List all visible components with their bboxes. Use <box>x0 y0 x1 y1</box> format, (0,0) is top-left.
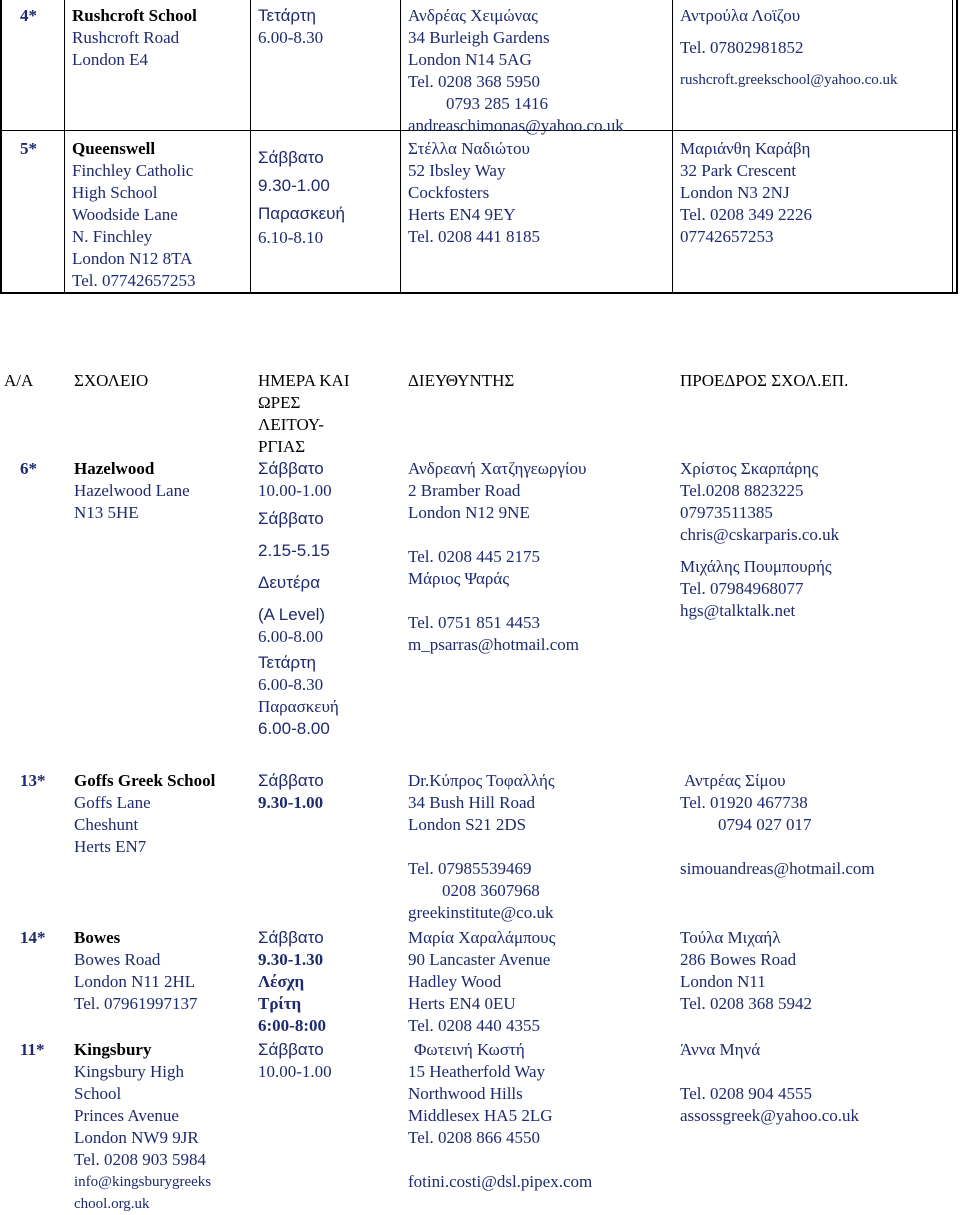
day-label: Δευτέρα <box>258 573 321 592</box>
row-number: 13* <box>20 771 46 790</box>
president-email[interactable]: simouandreas@hotmail.com <box>680 859 875 878</box>
president-line: Χρίστος Σκαρπάρης <box>680 459 819 478</box>
address-line: London N11 2HL <box>74 972 196 991</box>
president-line: 286 Bowes Road <box>680 950 797 969</box>
hours-cell <box>258 927 326 1037</box>
school-name: Bowes <box>74 928 121 947</box>
director-line: London S21 2DS <box>408 815 527 834</box>
header-days <box>258 370 350 458</box>
president-line: 32 Park Crescent <box>680 161 797 180</box>
school-cell <box>74 458 190 524</box>
president-line: Αντρούλα Λοϊζου <box>680 6 801 25</box>
school-name-line: Finchley Catholic <box>72 161 194 180</box>
spacer <box>680 59 898 69</box>
president-cell <box>680 458 839 622</box>
hours-value: 9.30-1.00 <box>258 793 324 812</box>
director-email[interactable]: m_psarras@hotmail.com <box>408 635 579 654</box>
col-divider <box>672 0 673 292</box>
hours-value: 6.00-8.30 <box>258 675 324 694</box>
president-email[interactable]: hgs@talktalk.net <box>680 601 796 620</box>
hours-value: 6.00-8.00 <box>258 719 330 738</box>
director-line: Ανδρέας Χειμώνας <box>408 6 538 25</box>
header-line: ΩΡΕΣ <box>258 393 301 412</box>
address-line: Goffs Lane <box>74 793 151 812</box>
hours-value: 2.15-5.15 <box>258 541 330 560</box>
address-line: London N12 8TA <box>72 249 193 268</box>
hours-value: 9.30-1.00 <box>258 176 330 195</box>
col-divider <box>400 0 401 292</box>
header-line: ΛΕΙΤΟΥ- <box>258 415 324 434</box>
director-cell <box>408 138 540 248</box>
address-line: School <box>74 1084 122 1103</box>
director-line: 0208 3607968 <box>442 881 540 900</box>
president-cell <box>680 138 812 248</box>
hours-value: 6:00-8:00 <box>258 1016 326 1035</box>
president-line: Tel. 0208 904 4555 <box>680 1084 812 1103</box>
school-email[interactable]: info@kingsburygreeks <box>74 1174 212 1190</box>
day-note: (A Level) <box>258 605 326 624</box>
president-line: Μαριάνθη Καράβη <box>680 139 811 158</box>
school-cell <box>74 770 215 858</box>
president-line: London N3 2NJ <box>680 183 790 202</box>
president-cell <box>680 927 812 1015</box>
director-cell <box>408 927 555 1037</box>
address-line: Rushcroft Road <box>72 28 180 47</box>
day-label: Παρασκευή <box>258 204 345 223</box>
director-cell <box>408 770 555 924</box>
col-divider <box>250 0 251 292</box>
address-line: Cheshunt <box>74 815 139 834</box>
hours-value: 6.00-8.00 <box>258 627 324 646</box>
director-line: Herts EN4 9EY <box>408 205 516 224</box>
director-line: Ανδρεανή Χατζηγεωργίου <box>408 459 587 478</box>
director-line: 15 Heatherfold Way <box>408 1062 546 1081</box>
address-line: London NW9 9JR <box>74 1128 199 1147</box>
school-cell <box>74 927 197 1015</box>
day-label: Σάββατο <box>258 928 324 947</box>
president-line: 07973511385 <box>680 503 773 522</box>
school-name: Rushcroft School <box>72 6 197 25</box>
director-cell <box>408 458 586 656</box>
school-name: Hazelwood <box>74 459 155 478</box>
president-cell <box>680 770 875 880</box>
address-line: Hazelwood Lane <box>74 481 190 500</box>
address-line: Herts EN7 <box>74 837 147 856</box>
day-label: Σάββατο <box>258 148 324 167</box>
president-email[interactable]: rushcroft.greekschool@yahoo.co.uk <box>680 72 898 88</box>
director-cell <box>408 1039 592 1193</box>
address-line: Tel. 0208 903 5984 <box>74 1150 206 1169</box>
day-label: Σάββατο <box>258 1040 324 1059</box>
day-label: Σάββατο <box>258 771 324 790</box>
spacer <box>408 524 586 546</box>
director-line: Tel. 07985539469 <box>408 859 532 878</box>
hours-cell <box>258 1039 332 1083</box>
director-line: Middlesex HA5 2LG <box>408 1106 553 1125</box>
day-label: Σάββατο <box>258 509 324 528</box>
row-number: 4* <box>20 6 37 25</box>
director-line: 34 Burleigh Gardens <box>408 28 550 47</box>
director-email[interactable]: andreaschimonas@yahoo.co.uk <box>408 116 624 135</box>
president-line: Tel. 0208 368 5942 <box>680 994 812 1013</box>
row-number: 11* <box>20 1040 45 1059</box>
col-divider <box>64 0 65 292</box>
hours-value: 6.10-8.10 <box>258 228 324 247</box>
address-line: Woodside Lane <box>72 205 178 224</box>
director-line: London N12 9NE <box>408 503 530 522</box>
director-line: London N14 5AG <box>408 50 532 69</box>
director-line: 34 Bush Hill Road <box>408 793 536 812</box>
president-cell <box>680 1039 859 1127</box>
row-number: 5* <box>20 139 37 158</box>
hours-value: 10.00-1.00 <box>258 481 332 500</box>
president-line: Tel. 0208 349 2226 <box>680 205 812 224</box>
day-label: Τρίτη <box>258 994 302 1013</box>
spacer <box>680 27 898 37</box>
director-line: 2 Bramber Road <box>408 481 521 500</box>
director-line: Cockfosters <box>408 183 490 202</box>
president-cell <box>680 5 898 91</box>
address-line: Tel. 07961997137 <box>74 994 198 1013</box>
director-line: Tel. 0208 866 4550 <box>408 1128 540 1147</box>
president-line: 0794 027 017 <box>718 815 812 834</box>
row-number: 14* <box>20 928 46 947</box>
day-label: Λέσχη <box>258 972 305 991</box>
day-label: Σάββατο <box>258 459 324 478</box>
president-line: Tel. 01920 467738 <box>680 793 808 812</box>
address-line: N. Finchley <box>72 227 153 246</box>
director-line: Hadley Wood <box>408 972 502 991</box>
director-line: Μαρία Χαραλάμπους <box>408 928 556 947</box>
header-line: ΗΜΕΡΑ ΚΑΙ <box>258 371 350 390</box>
director-line: 90 Lancaster Avenue <box>408 950 551 969</box>
president-email[interactable]: assossgreek@yahoo.co.uk <box>680 1106 860 1125</box>
president-line: London N11 <box>680 972 766 991</box>
spacer <box>680 1061 859 1083</box>
spacer <box>408 590 586 612</box>
director-line: Μάριος Ψαράς <box>408 569 510 588</box>
spacer <box>680 836 875 858</box>
president-line: Tel. 07984968077 <box>680 579 804 598</box>
hours-cell <box>258 458 339 740</box>
hours-value: 10.00-1.00 <box>258 1062 332 1081</box>
address-line: Bowes Road <box>74 950 161 969</box>
president-line: 07742657253 <box>680 227 774 246</box>
spacer <box>680 546 839 556</box>
director-line: Tel. 0208 368 5950 <box>408 72 540 91</box>
director-line: Herts EN4 0EU <box>408 994 516 1013</box>
day-label: Τετάρτη <box>258 653 316 672</box>
director-line: Dr.Κύπρος Τοφαλλής <box>408 771 555 790</box>
school-name: Goffs Greek School <box>74 771 216 790</box>
school-name: Queenswell <box>72 139 156 158</box>
director-line: Tel. 0208 445 2175 <box>408 547 540 566</box>
director-line: Στέλλα Ναδιώτου <box>408 139 530 158</box>
president-line: Τούλα Μιχαήλ <box>680 928 781 947</box>
director-line: Tel. 0208 440 4355 <box>408 1016 540 1035</box>
address-line: Princes Avenue <box>74 1106 179 1125</box>
director-line: Northwood Hills <box>408 1084 523 1103</box>
hours-cell <box>258 5 323 49</box>
school-name: Kingsbury <box>74 1040 152 1059</box>
director-cell <box>408 5 624 137</box>
director-line: Tel. 0208 441 8185 <box>408 227 540 246</box>
director-line: Tel. 0751 851 4453 <box>408 613 540 632</box>
address-line: London E4 <box>72 50 149 69</box>
president-line: Άννα Μηνά <box>680 1040 761 1059</box>
header-line: ΡΓΙΑΣ <box>258 437 306 456</box>
president-email[interactable]: chris@cskarparis.co.uk <box>680 525 840 544</box>
president-line: Tel.0208 8823225 <box>680 481 804 500</box>
director-line: 52 Ibsley Way <box>408 161 506 180</box>
school-cell <box>72 5 197 71</box>
president-line: Tel. 07802981852 <box>680 38 804 57</box>
director-line: Φωτεινή Κωστή <box>414 1040 525 1059</box>
hours-value: 9.30-1.30 <box>258 950 324 969</box>
row-number: 6* <box>20 459 37 478</box>
header-num: Α/Α <box>4 371 34 390</box>
address-line: Tel. 07742657253 <box>72 271 196 290</box>
hours-cell <box>258 770 324 814</box>
school-name-line: High School <box>72 183 158 202</box>
school-cell <box>72 138 195 292</box>
header-director: ΔΙΕΥΘΥΝΤΗΣ <box>408 371 515 390</box>
spacer <box>408 836 555 858</box>
president-line: Αντρέας Σίμου <box>684 771 786 790</box>
address-line: Kingsbury High <box>74 1062 185 1081</box>
right-border-double <box>952 0 955 292</box>
header-president: ΠΡΟΕΔΡΟΣ ΣΧΟΛ.ΕΠ. <box>680 371 849 390</box>
school-email[interactable]: chool.org.uk <box>74 1196 150 1212</box>
director-line: 0793 285 1416 <box>446 94 548 113</box>
president-line: Μιχάλης Πουμπουρής <box>680 557 832 576</box>
day-label: Παρασκευή <box>258 697 339 716</box>
address-line: N13 5HE <box>74 503 139 522</box>
header-school: ΣΧΟΛΕΙΟ <box>74 371 149 390</box>
day-label: Τετάρτη <box>258 6 316 25</box>
school-cell <box>74 1039 211 1215</box>
hours-value: 6.00-8.30 <box>258 28 324 47</box>
director-email[interactable]: greekinstitute@co.uk <box>408 903 554 922</box>
spacer <box>408 1149 592 1171</box>
hours-cell <box>258 146 345 250</box>
director-email[interactable]: fotini.costi@dsl.pipex.com <box>408 1172 593 1191</box>
